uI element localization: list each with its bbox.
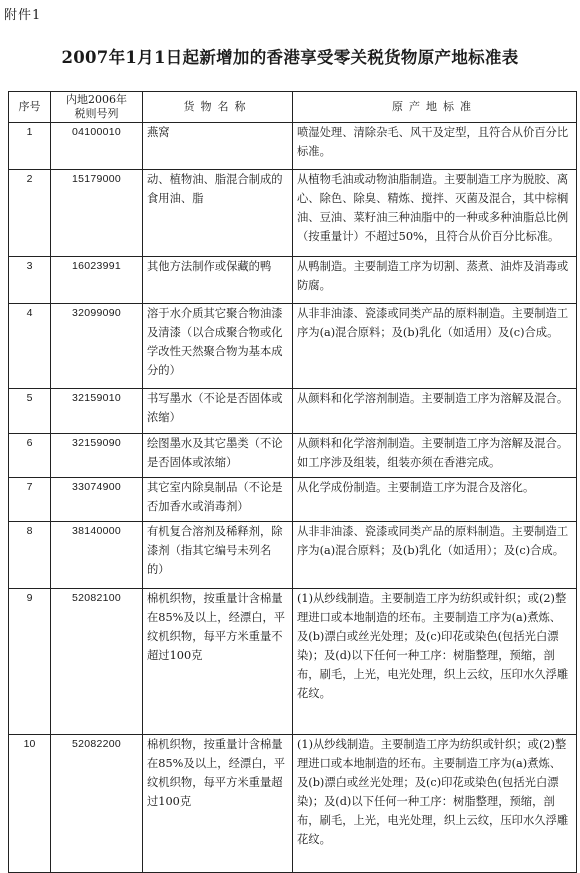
cell-no: 6 bbox=[9, 434, 51, 478]
header-code bbox=[51, 92, 143, 123]
header-code-line2: 税则号列 bbox=[74, 107, 119, 120]
cell-goods: 有机复合溶剂及稀释剂，除漆剂（指其它编号未列名的） bbox=[143, 522, 293, 589]
cell-code: 04100010 bbox=[51, 123, 143, 170]
cell-no: 9 bbox=[9, 589, 51, 735]
cell-goods: 溶于水介质其它聚合物油漆及清漆（以合成聚合物或化学改性天然聚合物为基本成分的） bbox=[143, 304, 293, 389]
cell-standard: 从非非油漆、瓷漆或同类产品的原料制造。主要制造工序为(a)混合原料；及(b)乳化（如适用）；及(c)合成。 bbox=[293, 522, 577, 589]
cell-goods: 书写墨水（不论是否固体或浓缩） bbox=[143, 389, 293, 434]
cell-goods: 其他方法制作或保藏的鸭 bbox=[143, 257, 293, 304]
table-row bbox=[9, 304, 577, 389]
cell-code: 32159010 bbox=[51, 389, 143, 434]
table-row bbox=[9, 522, 577, 589]
cell-goods: 动、植物油、脂混合制成的食用油、脂 bbox=[143, 170, 293, 257]
table-row bbox=[9, 434, 577, 478]
cell-code: 15179000 bbox=[51, 170, 143, 257]
cell-standard: 从鸭制造。主要制造工序为切割、蒸煮、油炸及消毒或防腐。 bbox=[293, 257, 577, 304]
cell-code: 52082100 bbox=[51, 589, 143, 735]
cell-goods: 燕窝 bbox=[143, 123, 293, 170]
cell-no: 10 bbox=[9, 735, 51, 873]
cell-standard: (1)从纱线制造。主要制造工序为纺织或针织；或(2)整理进口或本地制造的坯布。主要制造工序为(a)煮炼、及(b)漂白或丝光处理；及(c)印花或染色(包括光白漂染)；及(d)以下任何一种工序：树脂整理，预缩，剖布，刷毛，上光，电光处理，织上云纹，压印水久浮雕花纹。 bbox=[293, 735, 577, 873]
cell-no: 3 bbox=[9, 257, 51, 304]
attachment-label: 附件1 bbox=[4, 8, 42, 23]
table-header-row bbox=[9, 92, 577, 123]
cell-code: 32099090 bbox=[51, 304, 143, 389]
cell-standard: 从化学成份制造。主要制造工序为混合及溶化。 bbox=[293, 478, 577, 522]
cell-goods: 棉机织物，按重量计含棉量在85%及以上，经漂白，平纹机织物，每平方米重量超过100克 bbox=[143, 735, 293, 873]
table-row bbox=[9, 389, 577, 434]
cell-goods: 其它室内除臭制品（不论是否加香水或消毒剂） bbox=[143, 478, 293, 522]
cell-code: 52082200 bbox=[51, 735, 143, 873]
cell-no: 7 bbox=[9, 478, 51, 522]
table-row bbox=[9, 170, 577, 257]
cell-goods: 棉机织物，按重量计含棉量在85%及以上，经漂白，平纹机织物，每平方米重量不超过100克 bbox=[143, 589, 293, 735]
cell-standard: 从植物毛油或动物油脂制造。主要制造工序为脱胶、离心、除色、除臭、精炼、搅拌、灭菌及混合，其中棕榈油、豆油、菜籽油三种油脂中的一种或多种油脂总比例（按重量计）不超过50%，且符合从价百分比标准。 bbox=[293, 170, 577, 257]
cell-standard: (1)从纱线制造。主要制造工序为纺织或针织；或(2)整理进口或本地制造的坯布。主要制造工序为(a)煮炼、及(b)漂白或丝光处理；及(c)印花或染色(包括光白漂染)；及(d)以下任何一种工序：树脂整理，预缩，剖布，刷毛，上光，电光处理，织上云纹，压印水久浮雕花纹。 bbox=[293, 589, 577, 735]
table-row bbox=[9, 478, 577, 522]
cell-standard: 从颜料和化学溶剂制造。主要制造工序为溶解及混合。 bbox=[293, 389, 577, 434]
cell-no: 4 bbox=[9, 304, 51, 389]
cell-code: 16023991 bbox=[51, 257, 143, 304]
table-row bbox=[9, 735, 577, 873]
cell-no: 5 bbox=[9, 389, 51, 434]
header-goods: 货物名称 bbox=[143, 92, 293, 123]
cell-standard: 从非非油漆、瓷漆或同类产品的原料制造。主要制造工序为(a)混合原料；及(b)乳化（如适用）及(c)合成。 bbox=[293, 304, 577, 389]
header-no: 序号 bbox=[9, 92, 51, 123]
cell-code: 38140000 bbox=[51, 522, 143, 589]
table-row bbox=[9, 257, 577, 304]
header-standard: 原产地标准 bbox=[293, 92, 577, 123]
cell-code: 32159090 bbox=[51, 434, 143, 478]
cell-no: 2 bbox=[9, 170, 51, 257]
cell-goods: 绘图墨水及其它墨类（不论是否固体或浓缩） bbox=[143, 434, 293, 478]
cell-code: 33074900 bbox=[51, 478, 143, 522]
origin-standards-table bbox=[8, 91, 577, 873]
table-row bbox=[9, 123, 577, 170]
table-row bbox=[9, 589, 577, 735]
cell-no: 8 bbox=[9, 522, 51, 589]
cell-standard: 喷湿处理、清除杂毛、风干及定型，且符合从价百分比标准。 bbox=[293, 123, 577, 170]
header-code-line1: 内地2006年 bbox=[66, 93, 127, 106]
document-title: 2007年1月1日起新增加的香港享受零关税货物原产地标准表 bbox=[61, 48, 519, 67]
cell-no: 1 bbox=[9, 123, 51, 170]
cell-standard: 从颜料和化学溶剂制造。主要制造工序为溶解及混合。如工序涉及组装，组装亦须在香港完成。 bbox=[293, 434, 577, 478]
